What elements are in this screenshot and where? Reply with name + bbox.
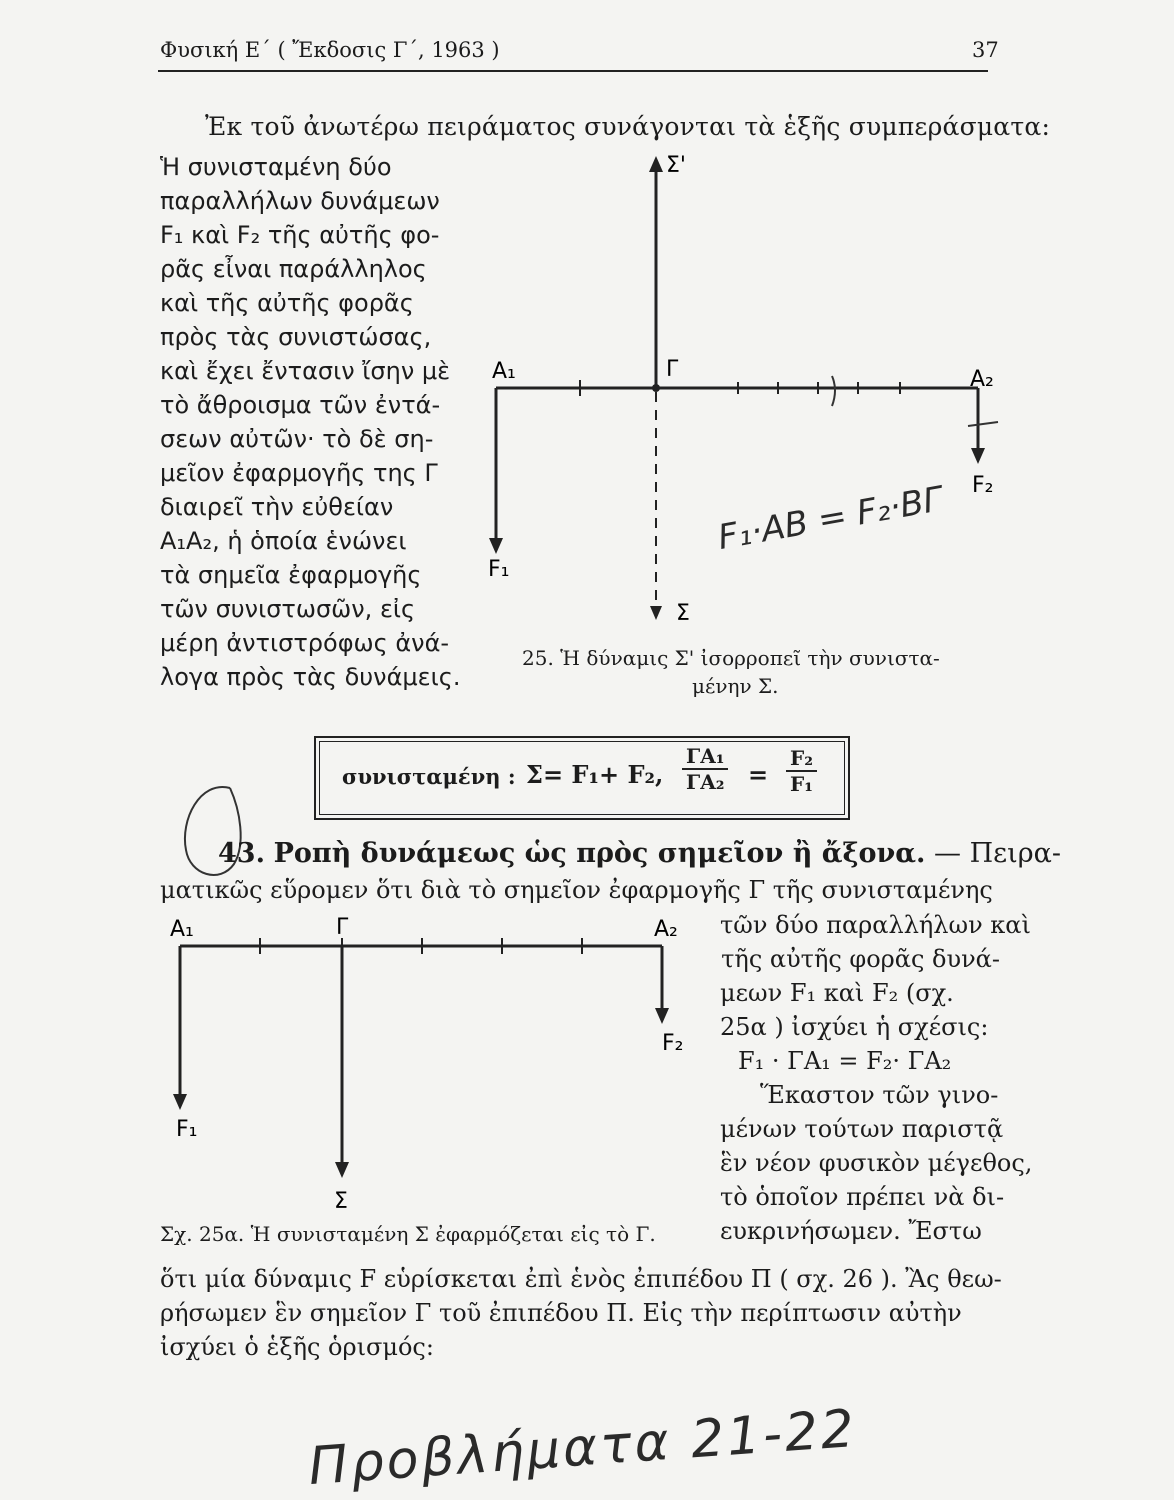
paragraph-line: τῶν δύο παραλλήλων καὶ — [720, 911, 1031, 939]
formula-box — [314, 736, 850, 820]
sigma-arrowhead — [650, 606, 662, 620]
paragraph-line: μεῖον ἐφαρμογῆς της Γ — [160, 459, 438, 487]
label-a1: A₁ — [170, 917, 194, 942]
paragraph-line: τὸ ἄθροισμα τῶν ἐντά- — [160, 391, 441, 419]
label-f2: F₂ — [662, 1031, 684, 1056]
handwritten-circle — [170, 780, 260, 890]
paragraph-line: F₁ καὶ F₂ τῆς αὐτῆς φο- — [160, 221, 440, 249]
f1-arrowhead — [489, 538, 503, 554]
label-sigma: Σ — [334, 1189, 348, 1214]
sigma-arrowhead — [335, 1162, 349, 1178]
section-number: 43. — [218, 838, 265, 869]
paragraph-line: τῆς αὐτῆς φορᾶς δυνά- — [721, 945, 1000, 973]
paragraph-line: μέρη ἀντιστρόφως ἀνά- — [160, 629, 450, 657]
label-a2: A₂ — [970, 367, 994, 392]
figure-25a-caption: Σχ. 25α. Ἡ συνισταμένη Σ ἐφαρμόζεται εἰς τὸ Γ. — [160, 1222, 656, 1246]
label-f2: F₂ — [972, 473, 994, 498]
fraction-ga — [682, 744, 728, 794]
handwritten-mark — [968, 422, 998, 426]
paragraph-line: καὶ τῆς αὐτῆς φορᾶς — [160, 289, 414, 317]
label-gamma: Γ — [666, 357, 679, 382]
handwritten-mark — [832, 376, 835, 406]
paragraph-line: ρήσωμεν ἓν σημεῖον Γ τοῦ ἐπιπέδου Π. Εἰς τὴν περίπτωσιν αὐτὴν — [160, 1299, 962, 1327]
paragraph-line: Ἕκαστον τῶν γινο- — [760, 1081, 999, 1109]
paragraph-line: ρᾶς εἶναι παράλληλος — [160, 255, 427, 283]
header-rule — [158, 70, 988, 72]
paragraph-tail — [160, 1262, 1000, 1364]
paragraph-line: ἓν νέον φυσικὸν μέγεθος, — [720, 1149, 1033, 1177]
paragraph-line: παραλλήλων δυνάμεων — [160, 187, 440, 215]
paragraph-line: Ἡ συνισταμένη δύο — [160, 153, 392, 181]
section-title: Ροπὴ δυνάμεως ὡς πρὸς σημεῖον ἢ ἄξονα. — [273, 838, 926, 869]
section-43-line2: ματικῶς εὕρομεν ὅτι διὰ τὸ σημεῖον ἐφαρμογῆς Γ τῆς συνισταμένης — [160, 876, 993, 904]
paragraph-line: πρὸς τὰς συνιστώσας, — [160, 323, 432, 351]
paragraph-line: σεων αὐτῶν· τὸ δὲ ση- — [160, 425, 434, 453]
label-f1: F₁ — [176, 1117, 198, 1142]
paragraph-line: μένων τούτων παριστᾷ — [720, 1115, 1004, 1143]
formula-equals: = — [748, 760, 769, 789]
fraction-f — [786, 746, 817, 796]
caption-line: μένην Σ. — [692, 674, 779, 698]
paragraph-line: τῶν συνιστωσῶν, εἰς — [160, 595, 416, 623]
sigma-prime-arrowhead — [649, 156, 663, 172]
paragraph-line: ἰσχύει ὁ ἑξῆς ὁρισμός: — [160, 1333, 434, 1361]
fraction-numerator: F₂ — [786, 746, 817, 772]
fraction-numerator: ΓA₁ — [682, 744, 728, 770]
label-a2: A₂ — [654, 917, 678, 942]
caption-line: 25. Ἡ δύναμις Σ' ἰσορροπεῖ τὴν συνιστα- — [522, 646, 940, 670]
paragraph-line: 25α ) ἰσχύει ἡ σχέσις: — [720, 1013, 989, 1041]
formula-label: συνισταμένη : — [342, 764, 516, 789]
label-sigma: Σ — [676, 601, 690, 626]
paragraph-resultant — [160, 150, 460, 694]
handwritten-problems-note: Προβλήματα 21-22 — [306, 1398, 859, 1498]
fraction-denominator: F₁ — [790, 772, 813, 796]
figure-25-diagram — [460, 150, 1000, 630]
paragraph-moment — [720, 908, 1033, 1248]
paragraph-line: ευκρινήσωμεν. Ἔστω — [720, 1217, 982, 1245]
handwritten-note: F₁·AB = F₂·BΓ — [715, 479, 946, 558]
section-43-heading — [218, 838, 1061, 869]
point-gamma — [652, 384, 660, 392]
label-gamma: Γ — [336, 915, 349, 940]
paragraph-line: λογα πρὸς τὰς δυνάμεις. — [160, 663, 461, 691]
f2-arrowhead — [971, 448, 985, 464]
paragraph-line: καὶ ἔχει ἔντασιν ἴσην μὲ — [160, 357, 451, 385]
label-f1: F₁ — [488, 557, 510, 582]
paragraph-line: τὰ σημεῖα ἐφαρμογῆς — [160, 561, 422, 589]
paragraph-line: A₁A₂, ἡ ὁποία ἑνώνει — [160, 527, 407, 555]
formula-expression: Σ= F₁+ F₂, — [526, 760, 664, 789]
paragraph-line: ὅτι μία δύναμις F εὑρίσκεται ἐπὶ ἑνὸς ἐπιπέδου Π ( σχ. 26 ). Ἂς θεω- — [160, 1265, 1002, 1293]
figure-25a-diagram — [160, 912, 720, 1222]
section-lead: — Πειρα- — [934, 838, 1061, 869]
paragraph-line: τὸ ὁποῖον πρέπει νὰ δι- — [720, 1183, 1005, 1211]
paragraph-line: F₁ · ΓA₁ = F₂· ΓA₂ — [738, 1047, 952, 1075]
page-number: 37 — [972, 38, 999, 62]
f2-arrowhead — [655, 1008, 669, 1024]
f1-arrowhead — [173, 1094, 187, 1110]
figure-25-caption — [522, 644, 940, 700]
label-a1: A₁ — [492, 359, 516, 384]
paragraph-line: μεων F₁ καὶ F₂ (σχ. — [720, 979, 954, 1007]
label-sigma-prime: Σ' — [666, 153, 686, 178]
paragraph-line: διαιρεῖ τὴν εὐθείαν — [160, 493, 394, 521]
intro-sentence: Ἐκ τοῦ ἀνωτέρω πειράματος συνάγονται τὰ ἑξῆς συμπεράσματα: — [205, 112, 1051, 141]
running-header-title: Φυσική Ε΄ ( Ἔκδοσις Γ΄, 1963 ) — [160, 38, 500, 62]
fraction-denominator: ΓA₂ — [686, 770, 725, 794]
